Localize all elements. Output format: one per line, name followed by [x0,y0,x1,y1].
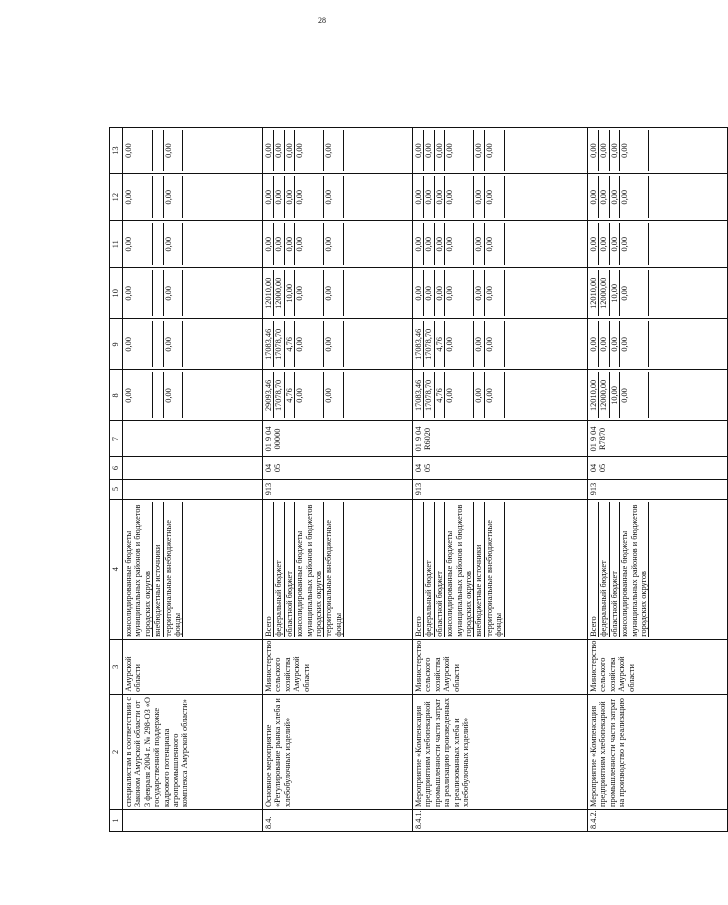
amount-column-10 [123,268,263,319]
amount-value: 0,00 [424,176,434,218]
row-number: 8.4. [263,809,413,831]
amount-value: 0,00 [435,130,445,171]
column-number-8: 8 [110,370,123,421]
amount-column-10 [588,268,728,319]
executor: Амурской области [123,639,263,694]
amount-value: 0,00 [295,176,324,218]
amount-value: 0,00 [324,372,344,418]
amount-value: 0,00 [274,130,284,171]
amount-value: 0,00 [589,176,599,218]
measure-name: Мероприятие «Компенсация предприятиям хлебопекарной промышленности части затрат на производство и реализацию [588,694,728,809]
amount-value: 0,00 [485,176,505,218]
grbs-code [123,479,263,499]
amount-value: 17078,70 [274,372,284,418]
amount-column-10 [413,268,588,319]
amount-column-8 [123,370,263,421]
column-number-3: 3 [110,639,123,694]
amount-column-12 [413,174,588,221]
amount-column-9 [413,319,588,370]
amount-value: 4,76 [435,321,445,367]
column-number-13: 13 [110,128,123,174]
amount-value: 12010,00 [264,270,274,316]
funding-source: консолидированные бюджеты муниципальных районов и бюджетов городских округов [445,502,474,637]
amount-value: 0,00 [445,321,474,367]
amount-value: 0,00 [610,321,620,367]
amount-value: 0,00 [285,130,295,171]
table-row [123,128,263,832]
amount-value: 12000,00 [599,270,609,316]
amount-value [153,130,163,171]
amount-value: 29093,46 [264,372,274,418]
amount-value: 0,00 [610,176,620,218]
amount-value: 0,00 [485,223,505,265]
page-number: 28 [318,16,326,25]
amount-value: 0,00 [589,130,599,171]
amount-value: 0,00 [589,321,599,367]
funding-source: областной бюджет [285,502,295,637]
amount-value: 0,00 [445,372,474,418]
funding-source: консолидированные бюджеты муниципальных районов и бюджетов городских округов [124,502,153,637]
target-article-code: 01 9 04 R6020 [413,421,588,457]
amount-value: 0,00 [124,372,153,418]
amount-value: 0,00 [474,176,484,218]
amount-value: 0,00 [324,130,344,171]
amount-value: 0,00 [474,321,484,367]
amount-value: 0,00 [274,176,284,218]
column-number-4: 4 [110,499,123,639]
amount-value: 0,00 [485,270,505,316]
funding-source: Всего [264,502,274,637]
funding-source: областной бюджет [435,502,445,637]
funding-source: Всего [414,502,424,637]
amount-column-11 [123,221,263,268]
funding-source: федеральный бюджет [424,502,434,637]
measure-name: Основное мероприятие «Регулирование рынка хлеба и хлебобулочных изделий» [263,694,413,809]
amount-value: 0,00 [424,270,434,316]
funding-source: внебюджетные источники [153,502,163,637]
amount-value: 10,00 [285,270,295,316]
funding-source: областной бюджет [610,502,620,637]
column-number-6: 6 [110,457,123,479]
amount-value: 0,00 [620,321,649,367]
amount-value: 0,00 [285,223,295,265]
amount-value: 0,00 [474,223,484,265]
amount-column-11 [263,221,413,268]
executor: Министерство сельского хозяйства Амурской области [263,639,413,694]
amount-value: 0,00 [295,130,324,171]
funding-source: территориальные внебюджетные фонды [485,502,505,637]
amount-value: 0,00 [164,372,184,418]
amount-value: 0,00 [285,176,295,218]
funding-sources [588,499,728,639]
amount-value: 0,00 [324,223,344,265]
amount-value: 0,00 [610,130,620,171]
amount-value: 10,00 [610,372,620,418]
amount-value: 0,00 [485,321,505,367]
grbs-code: 913 [263,479,413,499]
amount-value: 0,00 [435,223,445,265]
grbs-code: 913 [413,479,588,499]
table-row [263,128,413,832]
amount-value: 0,00 [164,130,184,171]
funding-source: консолидированные бюджеты муниципальных районов и бюджетов городских округов [620,502,649,637]
column-number-2: 2 [110,694,123,809]
amount-value: 4,76 [435,372,445,418]
amount-value [153,223,163,265]
target-article-code: 01 9 04 00000 [263,421,413,457]
measure-name: специалистам в соответствии с Законом Амурской области от 3 февраля 2004 г. № 298-ОЗ «О государственной поддержке кадрового потенциала агропромышленного комплекса Амурской области» [123,694,263,809]
amount-value: 0,00 [414,130,424,171]
amount-value: 0,00 [124,130,153,171]
table-row [413,128,588,832]
row-number: 8.4.1. [413,809,588,831]
amount-value [153,270,163,316]
amount-column-12 [263,174,413,221]
amount-value: 0,00 [445,270,474,316]
amount-value [153,321,163,367]
amount-value: 0,00 [124,223,153,265]
amount-value: 0,00 [435,270,445,316]
amount-value: 0,00 [264,223,274,265]
measure-name: Мероприятие «Компенсация предприятиям хлебопекарной промышленности части затрат на реализацию произведенных и реализованных хлеба и хлебобулочных изделий» [413,694,588,809]
amount-value: 12000,00 [274,270,284,316]
funding-sources [263,499,413,639]
amount-value [153,176,163,218]
amount-column-8 [413,370,588,421]
amount-value: 0,00 [414,223,424,265]
amount-value: 12000,00 [599,372,609,418]
rotated-table-wrapper [109,127,654,832]
amount-column-13 [413,128,588,174]
table-row [588,128,728,832]
amount-column-13 [123,128,263,174]
amount-value: 0,00 [414,176,424,218]
column-number-12: 12 [110,174,123,221]
amount-value: 0,00 [164,321,184,367]
amount-column-12 [123,174,263,221]
amount-value: 0,00 [424,130,434,171]
amount-column-13 [588,128,728,174]
amount-value: 17083,46 [414,372,424,418]
amount-column-11 [413,221,588,268]
funding-sources [123,499,263,639]
amount-value: 17078,70 [424,321,434,367]
amount-value: 4,76 [285,321,295,367]
amount-value: 0,00 [424,223,434,265]
amount-value: 0,00 [164,270,184,316]
target-article-code [123,421,263,457]
amount-value: 17078,70 [424,372,434,418]
column-number-9: 9 [110,319,123,370]
amount-value: 0,00 [295,372,324,418]
amount-value: 4,76 [285,372,295,418]
amount-column-12 [588,174,728,221]
amount-value: 0,00 [324,176,344,218]
row-number: 8.4.2. [588,809,728,831]
amount-value: 0,00 [485,372,505,418]
amount-column-11 [588,221,728,268]
column-number-10: 10 [110,268,123,319]
column-number-5: 5 [110,479,123,499]
amount-value: 0,00 [435,176,445,218]
amount-value: 0,00 [610,223,620,265]
amount-value: 0,00 [124,176,153,218]
amount-value: 0,00 [324,321,344,367]
column-number-7: 7 [110,421,123,457]
amount-value: 0,00 [485,130,505,171]
amount-value: 0,00 [445,130,474,171]
executor: Министерство сельского хозяйства Амурской области [413,639,588,694]
amount-value: 0,00 [295,270,324,316]
amount-value: 17083,46 [264,321,274,367]
executor: Министерство сельского хозяйства Амурской области [588,639,728,694]
funding-source: консолидированные бюджеты муниципальных районов и бюджетов городских округов [295,502,324,637]
amount-value: 0,00 [295,321,324,367]
amount-value: 0,00 [599,223,609,265]
amount-column-9 [123,319,263,370]
amount-value: 0,00 [164,223,184,265]
amount-value: 0,00 [264,130,274,171]
section-code: 04 05 [263,457,413,479]
amount-value: 17078,70 [274,321,284,367]
amount-value: 0,00 [324,270,344,316]
amount-value: 0,00 [474,372,484,418]
amount-value: 0,00 [295,223,324,265]
amount-column-10 [263,268,413,319]
amount-column-9 [263,319,413,370]
funding-sources [413,499,588,639]
funding-source: территориальные внебюджетные фонды [164,502,184,637]
column-number-11: 11 [110,221,123,268]
amount-column-8 [588,370,728,421]
amount-value: 0,00 [445,176,474,218]
amount-value: 0,00 [264,176,274,218]
section-code: 04 05 [588,457,728,479]
amount-column-13 [263,128,413,174]
amount-value: 0,00 [445,223,474,265]
amount-value: 0,00 [474,130,484,171]
column-number-row [110,128,123,832]
amount-value: 0,00 [124,321,153,367]
funding-source: Всего [589,502,599,637]
amount-value: 0,00 [164,176,184,218]
section-code [123,457,263,479]
amount-value: 0,00 [274,223,284,265]
amount-value: 12010,00 [589,270,599,316]
amount-value: 0,00 [599,130,609,171]
amount-value: 0,00 [599,321,609,367]
amount-value: 0,00 [620,223,649,265]
amount-value [153,372,163,418]
amount-value: 10,00 [610,270,620,316]
amount-value: 0,00 [599,176,609,218]
amount-value: 0,00 [589,223,599,265]
amount-value: 12010,00 [589,372,599,418]
budget-table [109,127,728,832]
amount-column-9 [588,319,728,370]
amount-value: 0,00 [124,270,153,316]
amount-value: 0,00 [620,372,649,418]
amount-column-8 [263,370,413,421]
amount-value: 17083,46 [414,321,424,367]
amount-value: 0,00 [414,270,424,316]
funding-source: территориальные внебюджетные фонды [324,502,344,637]
amount-value: 0,00 [620,130,649,171]
amount-value: 0,00 [474,270,484,316]
row-number [123,809,263,831]
amount-value: 0,00 [620,176,649,218]
target-article-code: 01 9 04 R7870 [588,421,728,457]
column-number-1: 1 [110,809,123,831]
grbs-code: 913 [588,479,728,499]
funding-source: федеральный бюджет [599,502,609,637]
section-code: 04 05 [413,457,588,479]
funding-source: внебюджетные источники [474,502,484,637]
amount-value: 0,00 [620,270,649,316]
funding-source: федеральный бюджет [274,502,284,637]
